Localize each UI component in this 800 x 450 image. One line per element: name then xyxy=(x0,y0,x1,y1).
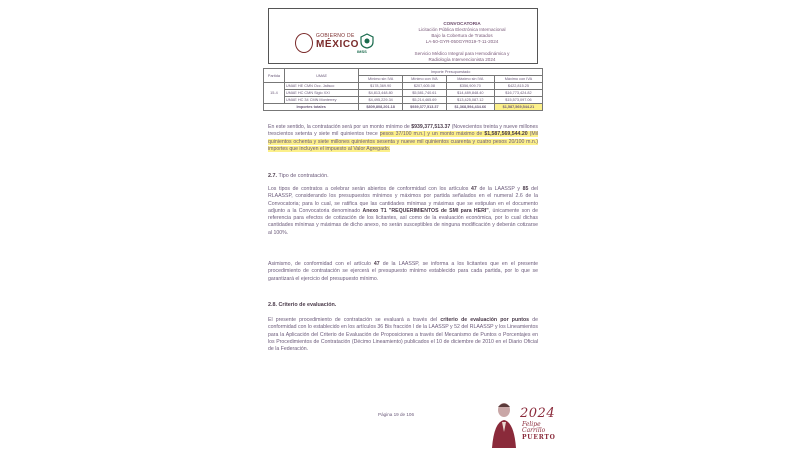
header-line: CONVOCATORIA xyxy=(443,21,481,26)
paragraph-amounts xyxy=(268,124,538,153)
document-header xyxy=(268,8,538,64)
text-run: Los tipos de contratos a celebrar serán abiertos de conformidad con los artículos xyxy=(268,186,472,192)
table-cell: $422,815.25 xyxy=(494,83,542,90)
text-run: de la LAASSP, se informa a los licitantes que en el presente procedimiento de contratación se ejercerá el presupuesto mínimo establecido para cada partida, por lo que se garantizará el ejercicio del presupuesto mínimo. xyxy=(268,261,538,282)
section-number: 2.8. xyxy=(268,302,277,308)
col-umae-header: UMAE xyxy=(284,69,358,83)
paragraph-min-budget xyxy=(268,261,538,283)
min-amount: $939,377,513.37 xyxy=(411,124,451,130)
year-badge: 2024 xyxy=(520,406,556,421)
table-cell: $13,425,087.12 xyxy=(446,97,494,104)
eagle-seal-icon xyxy=(295,33,313,53)
total-cell: $1,368,594,434.66 xyxy=(446,104,494,111)
imss-label: IMSS xyxy=(357,49,367,54)
section-2-8-title xyxy=(268,302,336,308)
col-partida-header: Partida xyxy=(264,69,285,83)
section-2-7-title xyxy=(268,173,329,179)
text-run: de conformidad con lo establecido en los artículos 36 Bis fracción I de la LAASSP y 52 del RLAASSP y los Lineamientos para la Aplicación del Criterio de Evaluación de Proposiciones a través del Mecanismo de Puntos o Porcentajes en los Procedimientos de Contratación (Décimo Lineamiento) publicados el 10 de diciembre de 2010 en el Diario Oficial de la Federación. xyxy=(268,317,538,353)
col-header: Máximo sin IVA xyxy=(446,76,494,83)
totals-label: Importes totales xyxy=(264,104,359,111)
partida-cell: 15-4 xyxy=(264,83,285,104)
header-line: Servicio Médico Integral para Hemodinámica y xyxy=(414,51,510,56)
bold-run: Anexo T1 "REQUERIMIENTOS de SMI para HERI" xyxy=(362,207,489,214)
logo-text-big: MÉXICO xyxy=(316,39,360,50)
col-header: Mínimo con IVA xyxy=(403,76,447,83)
page-number: Página 19 de 106 xyxy=(378,412,415,417)
text-run: Asimismo, de conformidad con el artículo xyxy=(268,261,374,267)
table-cell: $16,773,424.82 xyxy=(494,90,542,97)
total-cell: $939,377,513.37 xyxy=(403,104,447,111)
table-row xyxy=(264,97,543,104)
totals-row xyxy=(264,104,543,111)
table-cell: $5,581,740.61 xyxy=(403,90,447,97)
umae-cell: UMAE HC 34 CMN Monterrey xyxy=(284,97,358,104)
table-cell: $15,573,097.06 xyxy=(494,97,542,104)
total-cell-highlighted: $1,587,569,544.21 xyxy=(494,104,542,111)
table-row xyxy=(264,83,543,90)
bold-run: 47 xyxy=(373,261,380,267)
table-cell: $14,489,848.40 xyxy=(446,90,494,97)
header-line: Licitación Pública Electrónica Internacional xyxy=(418,27,506,32)
paragraph-contract-types xyxy=(268,186,538,237)
umae-cell: UMAE HC CMN Siglo XXI xyxy=(284,90,358,97)
section-title-text: Tipo de contratación. xyxy=(278,173,329,179)
table-cell: $207,605.08 xyxy=(403,83,447,90)
paragraph-evaluation xyxy=(268,317,538,353)
header-line: Bajo la Cobertura de Tratados xyxy=(431,33,493,38)
col-header: Mínimo sin IVA xyxy=(359,76,403,83)
text-run: , únicamente son de referencia para efectos de cotización de los licitantes, así como de la evaluación económica, por lo cual dichas cantidades mínimas y máximas de dicho anexo, no serán susceptibles de ninguna modificación y deberán cotizarse al 100%. xyxy=(268,207,538,236)
col-header: Máximo con IVA xyxy=(494,76,542,83)
table-cell: $5,214,465.69 xyxy=(403,97,447,104)
text-run: (Mil quinientos ochenta y siete millones quinientos sesenta y nueve mil quinientos cuarenta y cuatro pesos 20/100 m.n.) importes que incluyen el impuesto al Valor Agregado. xyxy=(268,131,538,152)
imss-logo-icon xyxy=(359,33,375,49)
header-text xyxy=(387,21,537,63)
footer-puerto: PUERTO xyxy=(522,434,556,441)
document-page xyxy=(250,0,556,450)
col-group-header: Importe Presupuestado xyxy=(359,69,543,76)
bold-run: 47 xyxy=(471,186,477,192)
umae-cell: UMAE HE CMN Occ. Jalisco xyxy=(284,83,358,90)
logo-text-small: GOBIERNO DE xyxy=(316,33,355,39)
max-amount: $1,587,569,544.20 xyxy=(484,131,528,138)
header-line: LA-50-GYR-050GYR019-T-11-2024 xyxy=(425,39,499,44)
bold-run: criterio de evaluación por puntos xyxy=(440,317,530,323)
text-run: (Novecientos treinta y nueve millones trescientos setenta y siete mil quinientos trece xyxy=(268,124,538,138)
section-title-text: Criterio de evaluación. xyxy=(278,302,337,308)
portrait-illustration-icon xyxy=(488,398,518,448)
table-cell: $4,813,448.80 xyxy=(359,90,403,97)
text-run: pesos 37/100 m.n.) y un monto máximo de xyxy=(379,131,485,138)
footer-name: Felipe Carrillo xyxy=(522,421,546,434)
text-run: del RLAASSP, considerando los presupuestos mínimos y máximos por partida señalados en el numeral 2.6 de la Convocatoria; para lo cual, se ratifica que las cantidades mínimas y máximas que se estipulan en el documento adjunto a la Convocatoria denominado xyxy=(268,186,538,214)
total-cell: $809,808,201.18 xyxy=(359,104,403,111)
bold-run: 85 xyxy=(522,186,529,192)
section-number: 2.7. xyxy=(268,173,277,179)
text-run: El presente procedimiento de contratación se evaluará a través del xyxy=(268,317,441,323)
text-run: de la LAASSP y xyxy=(476,186,523,192)
budget-table xyxy=(263,68,543,111)
table-row xyxy=(264,90,543,97)
table-cell: $178,369.90 xyxy=(359,83,403,90)
table-cell: $356,909.70 xyxy=(446,83,494,90)
table-cell: $4,495,229.34 xyxy=(359,97,403,104)
text-run: En este sentido, la contratación será por un monto mínimo de xyxy=(268,124,412,130)
header-line: Radiología Intervencionista 2024 xyxy=(428,57,496,62)
